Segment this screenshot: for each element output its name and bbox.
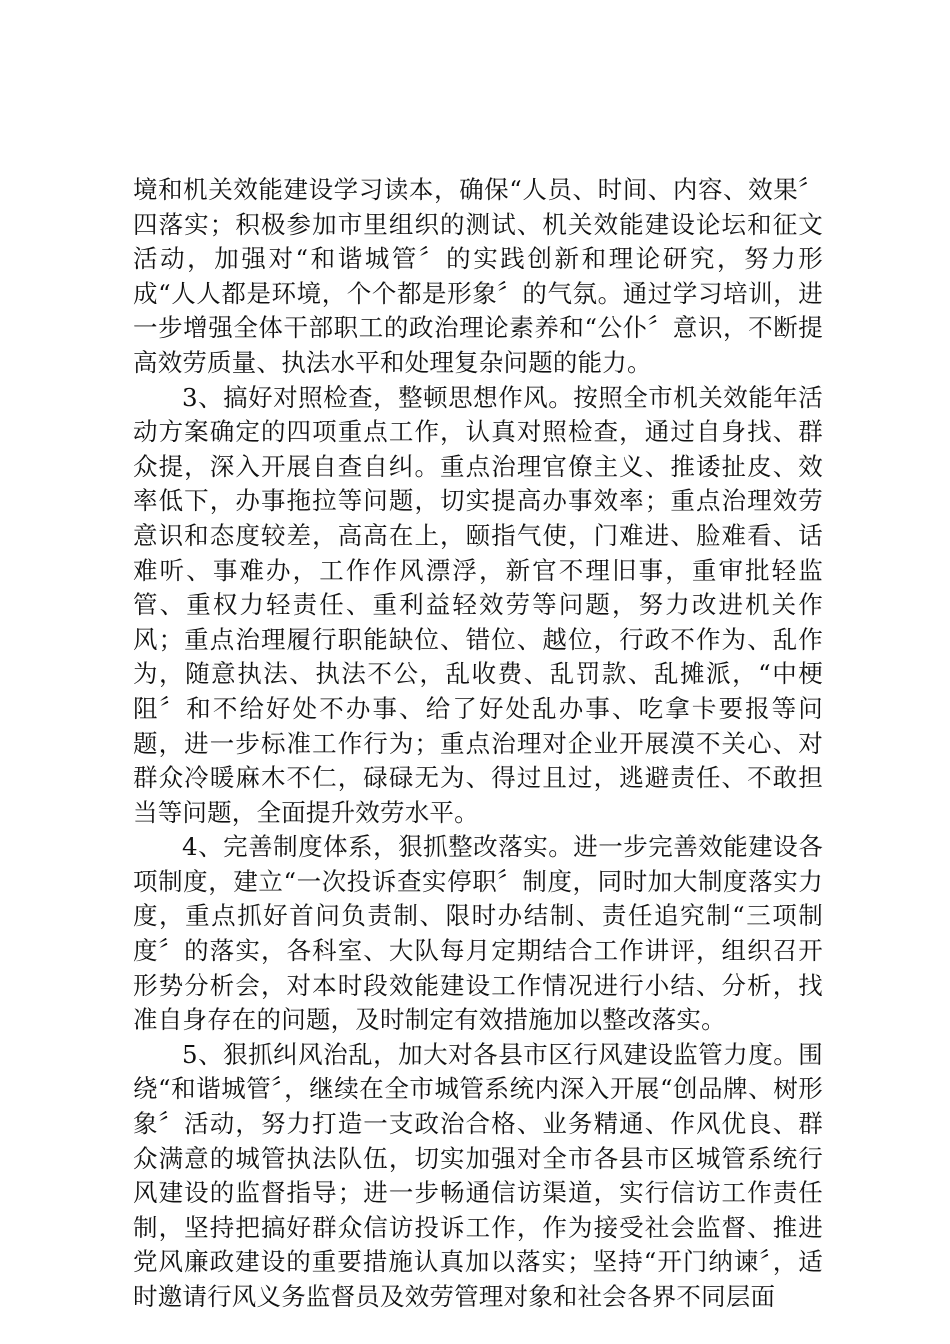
paragraph-item-3: 3、搞好对照检查，整顿思想作风。按照全市机关效能年活动方案确定的四项重点工作，认真对照检查，通过自身找、群众提，深入开展自查自纠。重点治理官僚主义、推诿扯皮、效率低下，办事拖拉等问题，切实提高办事效率；重点治理效劳意识和态度较差，高高在上，颐指气使，门难进、脸难看、话难听、事难办，工作作风漂浮，新官不理旧事，重审批轻监管、重权力轻责任、重利益轻效劳等问题，努力改进机关作风；重点治理履行职能缺位、错位、越位，行政不作为、乱作为，随意执法、执法不公，乱收费、乱罚款、乱摊派，“中梗阻〞和不给好处不办事、给了好处乱办事、吃拿卡要报等问题，进一步标准工作行为；重点治理对企业开展漠不关心、对群众冷暖麻木不仁，碌碌无为、得过且过，逃避责任、不敢担当等问题，全面提升效劳水平。 <box>133 382 823 827</box>
paragraph-item-5: 5、狠抓纠风治乱，加大对各县市区行风建设监管力度。围绕“和谐城管〞，继续在全市城管系统内深入开展“创品牌、树形象〞活动，努力打造一支政治合格、业务精通、作风优良、群众满意的城管执法队伍，切实加强对全市各县市区城管系统行风建设的监督指导；进一步畅通信访渠道，实行信访工作责任制，坚持把搞好群众信访投诉工作，作为接受社会监督、推进党风廉政建设的重要措施认真加以落实；坚持“开门纳谏〞，适时邀请行风义务监督员及效劳管理对象和社会各界不同层面 <box>133 1039 823 1311</box>
paragraph-continuation: 境和机关效能建设学习读本，确保“人员、时间、内容、效果〞四落实；积极参加市里组织的测试、机关效能建设论坛和征文活动，加强对“和谐城管〞的实践创新和理论研究，努力形成“人人都是环境，个个都是形象〞的气氛。通过学习培训，进一步增强全体干部职工的政治理论素养和“公仆〞意识，不断提高效劳质量、执法水平和处理复杂问题的能力。 <box>133 175 823 377</box>
paragraph-item-4: 4、完善制度体系，狠抓整改落实。进一步完善效能建设各项制度，建立“一次投诉查实停职〞制度，同时加大制度落实力度，重点抓好首问负责制、限时办结制、责任追究制“三项制度〞的落实，各科室、大队每月定期结合工作讲评，组织召开形势分析会，对本时段效能建设工作情况进行小结、分析，找准自身存在的问题，及时制定有效措施加以整改落实。 <box>133 832 823 1035</box>
document-page <box>133 173 823 1315</box>
